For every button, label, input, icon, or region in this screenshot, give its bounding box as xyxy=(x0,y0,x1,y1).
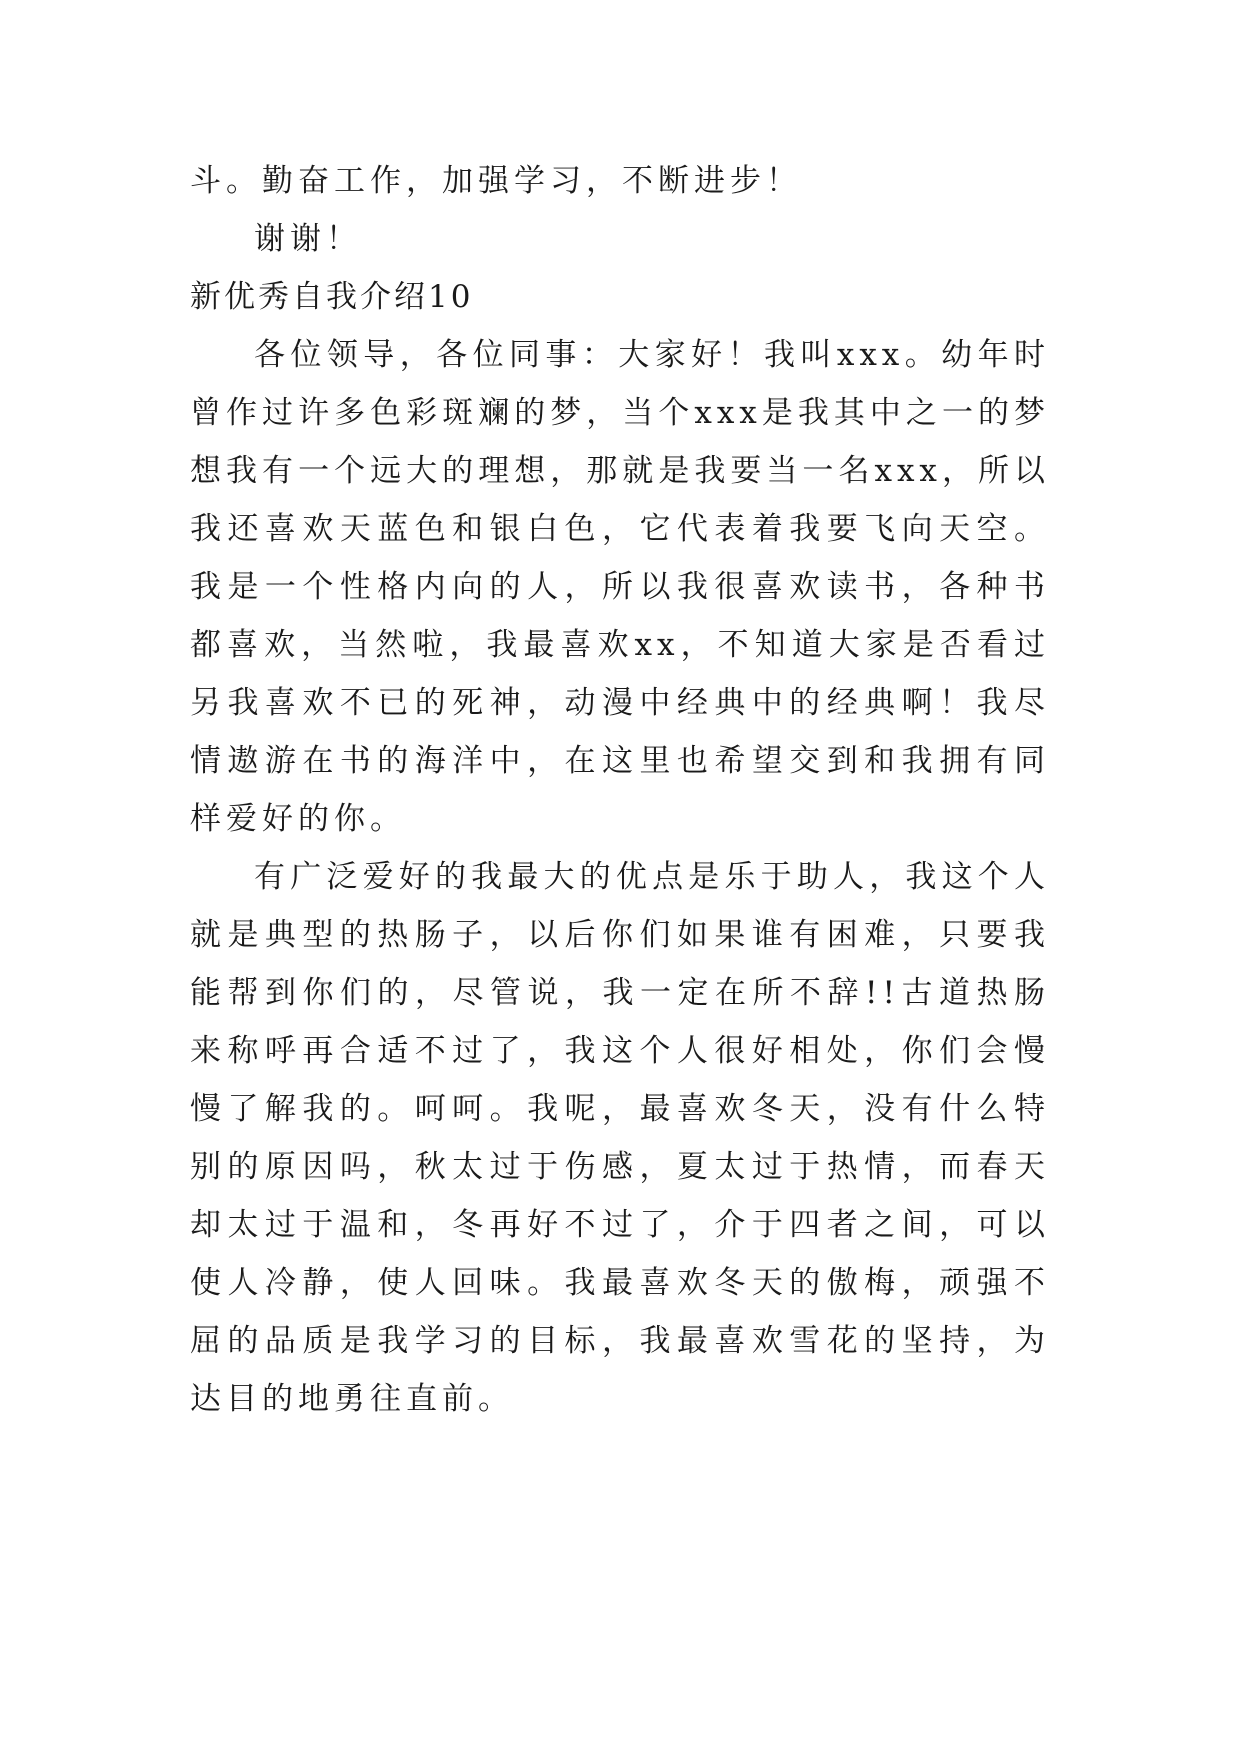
thanks-paragraph: 谢谢！ xyxy=(254,221,362,257)
hobby-paragraph: 有广泛爱好的我最大的优点是乐于助人，我这个人就是典型的热肠子，以后你们如果谁有困难，只要我能帮到你们的，尽管说，我一定在所不辞!!古道热肠来称呼再合适不过了，我这个人很好相处，你们会慢慢了解我的。呵呵。我呢，最喜欢冬天，没有什么特别的原因吗，秋太过于伤感，夏太过于热情，而春天却太过于温和，冬再好不过了，介于四者之间，可以使人冷静，使人回味。我最喜欢冬天的傲梅，顽强不屈的品质是我学习的目标，我最喜欢雪花的坚持，为达目的地勇往直前。 xyxy=(190,859,1050,1417)
continuation-paragraph: 斗。勤奋工作，加强学习，不断进步！ xyxy=(190,163,802,199)
document-body xyxy=(190,152,1050,1428)
section-heading: 新优秀自我介绍10 xyxy=(190,279,474,315)
intro-paragraph: 各位领导，各位同事：大家好！我叫xxx。幼年时曾作过许多色彩斑斓的梦，当个xxx是我其中之一的梦想我有一个远大的理想，那就是我要当一名xxx，所以我还喜欢天蓝色和银白色，它代表着我要飞向天空。我是一个性格内向的人，所以我很喜欢读书，各种书都喜欢，当然啦，我最喜欢xx，不知道大家是否看过另我喜欢不已的死神，动漫中经典中的经典啊！我尽情遨游在书的海洋中，在这里也希望交到和我拥有同样爱好的你。 xyxy=(190,337,1050,837)
